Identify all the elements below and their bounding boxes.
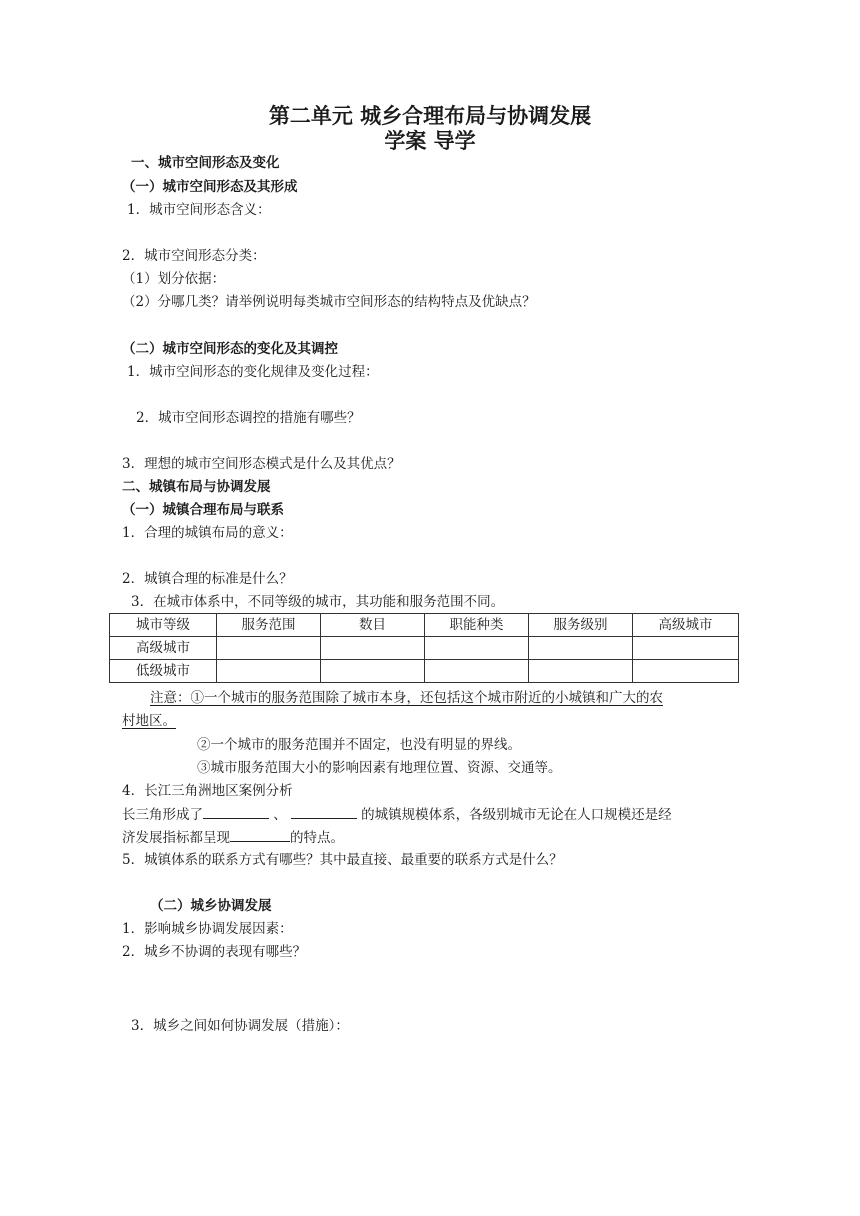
fill-blank-text: 的特点。	[290, 830, 344, 846]
fill-blank-line-2	[122, 827, 344, 848]
question-text: 5．城镇体系的联系方式有哪些？其中最直接、最重要的联系方式是什么？	[122, 852, 563, 868]
table-cell[interactable]	[529, 660, 633, 683]
section-2-part-2-heading: （二）城乡协调发展	[150, 898, 272, 914]
table-cell[interactable]	[425, 637, 529, 660]
table-header-cell: 高级城市	[633, 614, 739, 637]
section-2-heading: 二、城镇布局与协调发展	[122, 479, 271, 495]
question-text: （1）划分依据：	[122, 271, 226, 287]
table-cell[interactable]	[529, 637, 633, 660]
table-header-cell: 城市等级	[110, 614, 217, 637]
table-header-cell: 服务范围	[217, 614, 321, 637]
fill-blank-text: 济发展指标都呈现	[122, 830, 230, 846]
fill-blank[interactable]	[291, 804, 357, 819]
table-row	[110, 637, 739, 660]
section-1-part-1-heading: （一）城市空间形态及其形成	[122, 179, 298, 195]
question-text: 3．城乡之间如何协调发展（措施）：	[131, 1018, 349, 1034]
table-cell[interactable]	[217, 637, 321, 660]
page-title: 第二单元 城乡合理布局与协调发展	[268, 104, 592, 128]
fill-blank-text: 、	[273, 807, 287, 823]
question-text: 2．城市空间形态分类：	[122, 248, 266, 264]
question-text: 3．理想的城市空间形态模式是什么及其优点？	[122, 456, 401, 472]
question-text: （2）分哪几类？请举例说明每类城市空间形态的结构特点及优缺点？	[122, 294, 536, 310]
fill-blank-text: 长三角形成了	[122, 807, 203, 823]
section-1-part-2-heading: （二）城市空间形态的变化及其调控	[122, 341, 338, 357]
page-subtitle: 学案 导学	[384, 129, 476, 153]
question-text: 1．影响城乡协调发展因素：	[122, 921, 293, 937]
question-text: 2．城镇合理的标准是什么？	[122, 571, 293, 587]
note-2: ②一个城市的服务范围并不固定，也没有明显的界线。	[197, 737, 521, 753]
note-3: ③城市服务范围大小的影响因素有地理位置、资源、交通等。	[197, 760, 562, 776]
question-text: 2．城市空间形态调控的措施有哪些？	[136, 410, 361, 426]
question-text: 1．合理的城镇布局的意义：	[122, 525, 293, 541]
city-level-table	[109, 613, 739, 683]
question-text: 1．城市空间形态含义：	[127, 202, 271, 218]
table-header-cell: 数目	[321, 614, 425, 637]
note-1-line-1: 注意：①一个城市的服务范围除了城市本身，还包括这个城市附近的小城镇和广大的农	[150, 690, 663, 706]
question-text: 2．城乡不协调的表现有哪些？	[122, 944, 307, 960]
fill-blank[interactable]	[230, 827, 290, 842]
fill-blank[interactable]	[203, 804, 269, 819]
table-cell[interactable]	[321, 637, 425, 660]
table-cell: 低级城市	[110, 660, 217, 683]
table-cell[interactable]	[425, 660, 529, 683]
table-header-cell: 职能种类	[425, 614, 529, 637]
table-cell[interactable]	[633, 637, 739, 660]
table-cell[interactable]	[321, 660, 425, 683]
fill-blank-text: 的城镇规模体系，各级别城市无论在人口规模还是经	[361, 807, 672, 823]
section-1-heading: 一、城市空间形态及变化	[131, 155, 280, 171]
table-cell: 高级城市	[110, 637, 217, 660]
table-header-row	[110, 614, 739, 637]
section-2-part-1-heading: （一）城镇合理布局与联系	[122, 502, 284, 518]
table-cell[interactable]	[217, 660, 321, 683]
question-text: 4．长江三角洲地区案例分析	[122, 783, 293, 799]
question-text: 3．在城市体系中，不同等级的城市，其功能和服务范围不同。	[131, 594, 505, 610]
table-row	[110, 660, 739, 683]
table-header-cell: 服务级别	[529, 614, 633, 637]
question-text: 1．城市空间形态的变化规律及变化过程：	[127, 364, 379, 380]
table-cell[interactable]	[633, 660, 739, 683]
fill-blank-line-1	[122, 804, 672, 825]
note-1-line-2: 村地区。	[122, 713, 176, 729]
